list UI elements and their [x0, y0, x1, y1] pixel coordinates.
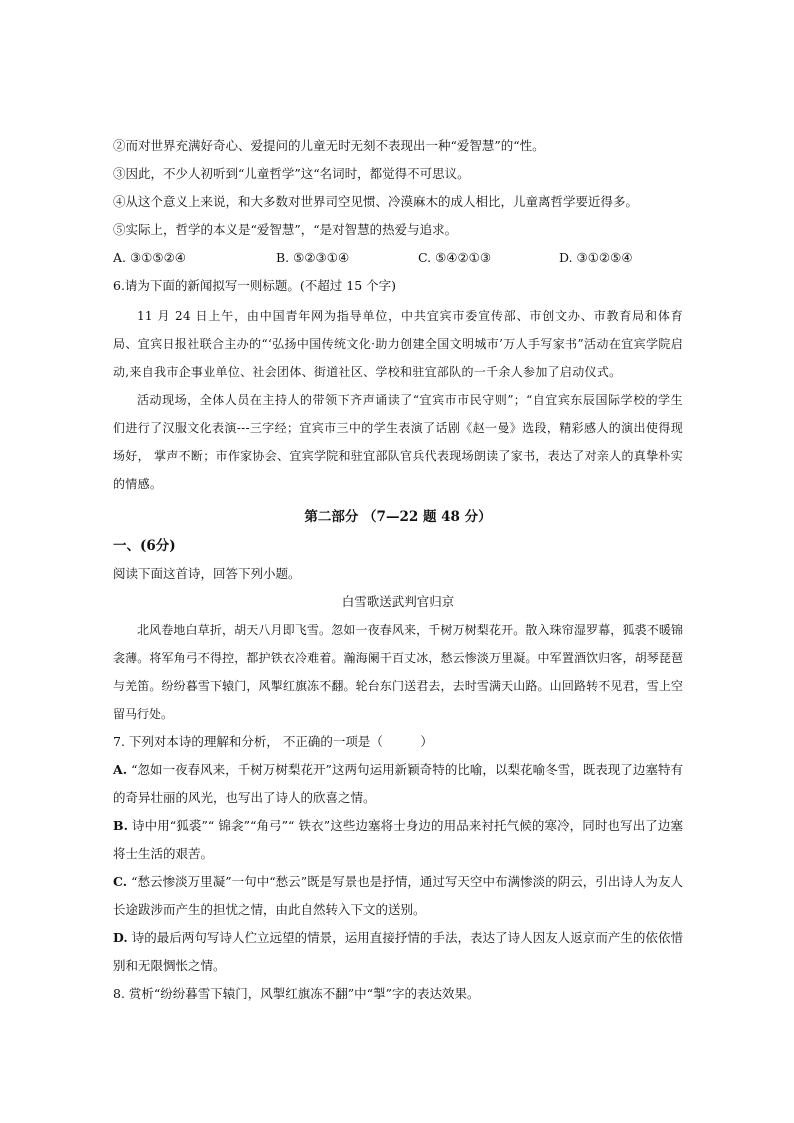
sentence-5: ⑤实际上，哲学的本义是“爱智慧”，“是对智慧的热爱与追求。: [113, 222, 458, 237]
q7-option-d-letter: D.: [113, 930, 128, 945]
q7-option-b-letter: B.: [113, 818, 128, 833]
sentence-3: ③因此，不少人初听到“儿童哲学”这“名词时，都觉得不可思议。: [113, 166, 470, 181]
q5-option-b: B. ⑤②③①④: [276, 250, 350, 265]
q7-option-c-letter: C.: [113, 874, 128, 889]
q7-option-c-text: “愁云惨淡万里凝”一句中“愁云”既是写景也是抒情，通过写天空中布满惨淡的阴云，引出诗人为友人长途跋涉而产生的担忧之情，由此自然转入下文的送别。: [113, 874, 683, 917]
news-paragraph-1: 11 月 24 日上午，由中国青年网为指导单位，中共宜宾市委宣传部、市创文办、市教育局和体育局、宜宾日报社联合主办的“‘弘扬中国传统文化·助力创建全国文明城市’万人手写家书”活动在宜宾学院启动,来自我市企事业单位、社会团体、街道社区、学校和驻宜部队的一千余人参加了启动仪式。: [113, 309, 683, 379]
q7-option-b-text: 诗中用“狐裘”“ 锦衾”“角弓”“ 铁衣”这些边塞将士身边的用品来衬托气候的寒冷，同时也写出了边塞将士生活的艰苦。: [113, 818, 683, 861]
q7-option-c: [113, 868, 683, 924]
poem-text: 北风卷地白草折，胡天八月即飞雪。忽如一夜春风来，千树万树梨花开。散入珠帘湿罗幕，狐裘不暖锦衾薄。将军角弓不得控，都护铁衣冷难着。瀚海阑干百丈冰，愁云惨淡万里凝。中军置酒饮归客，胡琴琵琶与羌笛。纷纷暮雪下辕门，风掣红旗冻不翻。轮台东门送君去，去时雪满天山路。山回路转不见君，雪上空留马行处。: [113, 623, 683, 721]
q7-option-b: [113, 812, 683, 868]
news-paragraph-2: 活动现场，全体人员在主持人的带领下齐声诵读了“宜宾市市民守则”；“自宜宾东辰国际学校的学生们进行了汉服文化表演---三字经；宜宾市三中的学生表演了话剧《赵一曼》选段，精彩感人的演出使得现场好， 掌声不断；市作家协会、宜宾学院和驻宜部队官兵代表现场朗读了家书，表达了对亲人的真挚朴实的情感。: [113, 393, 683, 491]
q5-option-d: D. ③①②⑤④: [559, 250, 633, 265]
q8-prompt: 8. 赏析“纷纷暮雪下辕门，风掣红旗冻不翻”中“掣”字的表达效果。: [113, 986, 480, 1001]
q7-option-d-text: 诗的最后两句写诗人伫立远望的情景，运用直接抒情的手法，表达了诗人因友人返京而产生的依依惜别和无限惆怅之情。: [113, 930, 683, 973]
q5-option-c: C. ⑤④②①③: [418, 250, 492, 265]
section1-intro: 阅读下面这首诗，回答下列小题。: [113, 566, 301, 581]
q7-option-d: [113, 924, 683, 980]
sentence-2: ②而对世界充满好奇心、爱提问的儿童无时无刻不表现出一种“爱智慧”的“性。: [113, 138, 545, 153]
section1-heading: 一、(6分): [113, 538, 176, 554]
poem-title: 白雪歌送武判官归京: [341, 594, 455, 609]
part2-title: 第二部分 （7—22 题 48 分）: [304, 509, 492, 525]
q7-option-a-text: “忽如一夜春风来，千树万树梨花开”这两句运用新颖奇特的比喻，以梨花喻冬雪，既表现了边塞特有的奇异壮丽的风光，也写出了诗人的欣喜之情。: [113, 762, 683, 805]
q7-option-a: [113, 756, 683, 812]
q5-option-a: A. ③①⑤②④: [113, 250, 187, 265]
q7-option-a-letter: A.: [113, 762, 128, 777]
q7-prompt: 7. 下列对本诗的理解和分析， 不正确的一项是（ ）: [113, 734, 433, 749]
q5-options: [113, 244, 683, 272]
sentence-4: ④从这个意义上来说，和大多数对世界司空见惯、冷漠麻木的成人相比，儿童离哲学要近得多。: [113, 194, 639, 209]
page-content: [113, 132, 683, 1008]
q6-prompt: 6.请为下面的新闻拟写一则标题。(不超过 15 个字): [113, 278, 397, 293]
